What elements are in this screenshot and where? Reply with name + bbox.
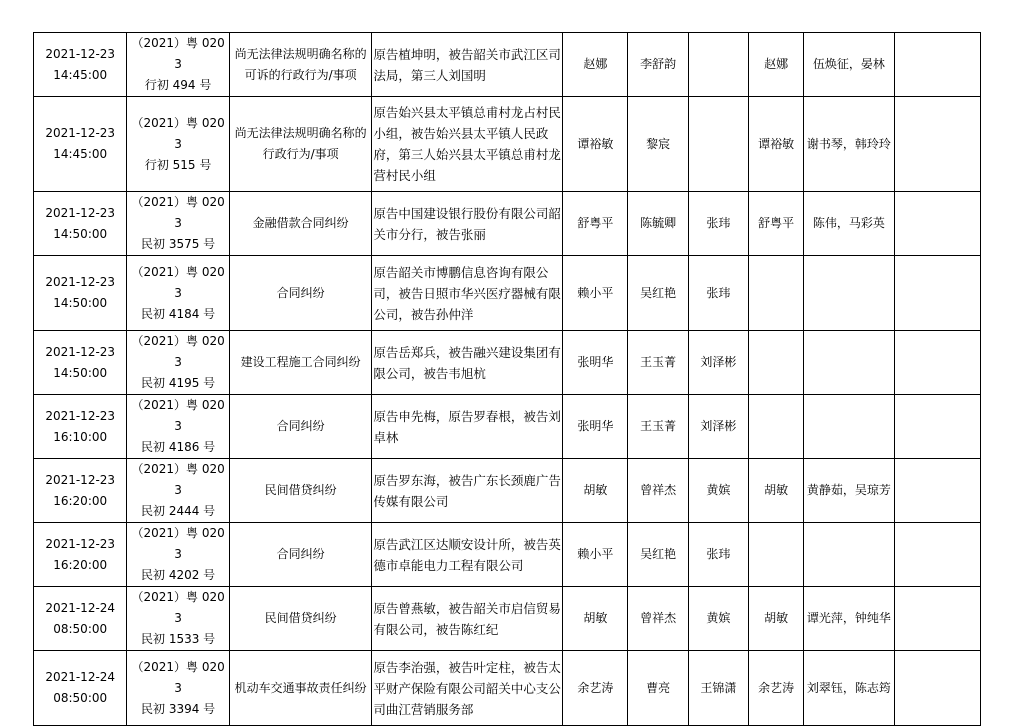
datetime-line: 14:50:00 (53, 365, 108, 380)
datetime-line: 2021-12-23 (45, 408, 116, 423)
case-number-line: 民初 4195 号 (141, 376, 216, 390)
case-number-line: 民初 4202 号 (141, 568, 216, 582)
case-number-cell (127, 395, 229, 459)
datetime-line: 2021-12-23 (45, 46, 116, 61)
presiding-judge-cell: 谭裕敏 (563, 97, 628, 192)
remarks-cell (894, 33, 980, 97)
hearing-datetime-cell (34, 651, 127, 726)
table-row (34, 97, 981, 192)
presiding-judge-cell: 赖小平 (563, 256, 628, 331)
parties-cell: 原告植坤明，被告韶关市武江区司法局，第三人刘国明 (372, 33, 563, 97)
case-number-cell (127, 331, 229, 395)
parties-cell: 原告罗东海，被告广东长颈鹿广告传媒有限公司 (372, 459, 563, 523)
assessor-cell: 刘泽彬 (688, 395, 748, 459)
case-cause-cell: 尚无法律法规明确名称的可诉的行政行为/事项 (229, 33, 372, 97)
table-row (34, 33, 981, 97)
case-cause-cell: 合同纠纷 (229, 395, 372, 459)
assessor-cell (688, 97, 748, 192)
judge-cell: 曾祥杰 (628, 587, 688, 651)
datetime-line: 16:20:00 (53, 557, 108, 572)
remarks-cell (894, 192, 980, 256)
reporter-cell: 舒粤平 (748, 192, 803, 256)
case-number-line: 民初 1533 号 (141, 632, 216, 646)
panel-members-cell: 陈伟，马彩英 (804, 192, 894, 256)
datetime-line: 2021-12-24 (45, 670, 116, 684)
assessor-cell: 张玮 (688, 523, 748, 587)
remarks-cell (894, 651, 980, 726)
remarks-cell (894, 587, 980, 651)
remarks-cell (894, 523, 980, 587)
case-number-line: 民初 4184 号 (141, 306, 216, 321)
hearing-datetime-cell (34, 256, 127, 331)
case-cause-cell: 金融借款合同纠纷 (229, 192, 372, 256)
datetime-line: 14:45:00 (53, 67, 108, 82)
datetime-line: 2021-12-23 (45, 205, 116, 220)
table-row (34, 331, 981, 395)
parties-cell: 原告申先梅，原告罗春根，被告刘卓林 (372, 395, 563, 459)
parties-cell: 原告岳郑兵，被告融兴建设集团有限公司，被告韦旭杭 (372, 331, 563, 395)
datetime-line: 14:50:00 (53, 226, 108, 241)
case-number-line: （2021）粤 0203 (131, 264, 225, 300)
panel-members-cell: 谭光萍，钟纯华 (804, 587, 894, 651)
reporter-cell (748, 331, 803, 395)
case-number-cell (127, 587, 229, 651)
case-number-cell (127, 256, 229, 331)
hearing-datetime-cell (34, 523, 127, 587)
assessor-cell: 张玮 (688, 192, 748, 256)
table-row (34, 395, 981, 459)
case-number-line: 行初 494 号 (144, 78, 212, 92)
presiding-judge-cell: 张明华 (563, 331, 628, 395)
datetime-line: 2021-12-23 (45, 344, 116, 359)
remarks-cell (894, 97, 980, 192)
hearing-datetime-cell (34, 192, 127, 256)
presiding-judge-cell: 胡敏 (563, 587, 628, 651)
case-cause-cell: 民间借贷纠纷 (229, 587, 372, 651)
judge-cell: 王玉菁 (628, 331, 688, 395)
assessor-cell: 黄嫔 (688, 587, 748, 651)
datetime-line: 2021-12-23 (45, 472, 116, 487)
parties-cell: 原告韶关市博鹏信息咨询有限公司，被告日照市华兴医疗器械有限公司，被告孙仲洋 (372, 256, 563, 331)
reporter-cell: 胡敏 (748, 587, 803, 651)
remarks-cell (894, 459, 980, 523)
reporter-cell (748, 523, 803, 587)
presiding-judge-cell: 赖小平 (563, 523, 628, 587)
case-number-line: 民初 3394 号 (141, 701, 216, 716)
case-cause-cell: 建设工程施工合同纠纷 (229, 331, 372, 395)
parties-cell: 原告中国建设银行股份有限公司韶关市分行，被告张丽 (372, 192, 563, 256)
panel-members-cell: 黄静茹，吴琼芳 (804, 459, 894, 523)
assessor-cell: 刘泽彬 (688, 331, 748, 395)
hearing-datetime-cell (34, 587, 127, 651)
case-number-line: 民初 2444 号 (141, 504, 216, 518)
datetime-line: 2021-12-23 (45, 275, 116, 289)
presiding-judge-cell: 张明华 (563, 395, 628, 459)
case-number-line: 民初 3575 号 (141, 237, 216, 251)
case-number-cell (127, 192, 229, 256)
panel-members-cell: 谢书琴，韩玲玲 (804, 97, 894, 192)
datetime-line: 14:45:00 (53, 147, 108, 161)
assessor-cell: 王锦潇 (688, 651, 748, 726)
case-number-line: （2021）粤 0203 (131, 115, 225, 151)
presiding-judge-cell: 赵娜 (563, 33, 628, 97)
hearing-datetime-cell (34, 331, 127, 395)
case-number-line: 民初 4186 号 (141, 440, 216, 454)
judge-cell: 吴红艳 (628, 523, 688, 587)
parties-cell: 原告曾燕敏，被告韶关市启信贸易有限公司，被告陈红纪 (372, 587, 563, 651)
datetime-line: 2021-12-23 (45, 126, 116, 140)
case-number-line: （2021）粤 0203 (131, 462, 225, 497)
panel-members-cell: 刘翠钰，陈志筠 (804, 651, 894, 726)
case-number-line: （2021）粤 0203 (131, 334, 225, 369)
datetime-line: 16:10:00 (53, 429, 108, 444)
case-number-cell (127, 97, 229, 192)
case-cause-cell: 机动车交通事故责任纠纷 (229, 651, 372, 726)
datetime-line: 14:50:00 (53, 296, 108, 310)
reporter-cell: 胡敏 (748, 459, 803, 523)
table-row (34, 587, 981, 651)
assessor-cell: 张玮 (688, 256, 748, 331)
reporter-cell (748, 395, 803, 459)
case-cause-cell: 合同纠纷 (229, 523, 372, 587)
datetime-line: 2021-12-23 (45, 536, 116, 551)
case-number-cell (127, 33, 229, 97)
case-number-line: （2021）粤 0203 (131, 398, 225, 433)
hearing-datetime-cell (34, 395, 127, 459)
case-number-line: （2021）粤 0203 (131, 526, 225, 561)
table-row (34, 192, 981, 256)
case-number-line: 行初 515 号 (144, 157, 212, 172)
parties-cell: 原告李治强，被告叶定柱，被告太平财产保险有限公司韶关中心支公司曲江营销服务部 (372, 651, 563, 726)
case-number-cell (127, 459, 229, 523)
datetime-line: 2021-12-24 (45, 600, 116, 615)
table-row (34, 523, 981, 587)
parties-cell: 原告武江区达顺安设计所，被告英德市卓能电力工程有限公司 (372, 523, 563, 587)
case-cause-cell: 尚无法律法规明确名称的行政行为/事项 (229, 97, 372, 192)
judge-cell: 曾祥杰 (628, 459, 688, 523)
panel-members-cell (804, 331, 894, 395)
table-row (34, 459, 981, 523)
presiding-judge-cell: 余艺涛 (563, 651, 628, 726)
assessor-cell (688, 33, 748, 97)
judge-cell: 李舒韵 (628, 33, 688, 97)
datetime-line: 08:50:00 (53, 691, 108, 705)
case-number-cell (127, 651, 229, 726)
case-cause-cell: 合同纠纷 (229, 256, 372, 331)
case-number-line: （2021）粤 0203 (131, 195, 225, 230)
datetime-line: 16:20:00 (53, 493, 108, 508)
hearing-datetime-cell (34, 459, 127, 523)
hearing-schedule-table (33, 32, 981, 726)
judge-cell: 曹亮 (628, 651, 688, 726)
table-row (34, 256, 981, 331)
judge-cell: 黎宸 (628, 97, 688, 192)
reporter-cell: 赵娜 (748, 33, 803, 97)
reporter-cell: 谭裕敏 (748, 97, 803, 192)
hearing-datetime-cell (34, 97, 127, 192)
reporter-cell: 余艺涛 (748, 651, 803, 726)
parties-cell: 原告始兴县太平镇总甫村龙占村民小组，被告始兴县太平镇人民政府，第三人始兴县太平镇总甫村龙营村民小组 (372, 97, 563, 192)
hearing-datetime-cell (34, 33, 127, 97)
panel-members-cell (804, 523, 894, 587)
remarks-cell (894, 331, 980, 395)
case-number-cell (127, 523, 229, 587)
presiding-judge-cell: 舒粤平 (563, 192, 628, 256)
judge-cell: 王玉菁 (628, 395, 688, 459)
remarks-cell (894, 395, 980, 459)
judge-cell: 吴红艳 (628, 256, 688, 331)
presiding-judge-cell: 胡敏 (563, 459, 628, 523)
case-cause-cell: 民间借贷纠纷 (229, 459, 372, 523)
table-row (34, 651, 981, 726)
datetime-line: 08:50:00 (53, 621, 108, 636)
panel-members-cell (804, 256, 894, 331)
case-number-line: （2021）粤 0203 (131, 590, 225, 625)
assessor-cell: 黄嫔 (688, 459, 748, 523)
judge-cell: 陈毓卿 (628, 192, 688, 256)
panel-members-cell: 伍焕征，晏林 (804, 33, 894, 97)
case-number-line: （2021）粤 0203 (131, 659, 225, 695)
reporter-cell (748, 256, 803, 331)
case-number-line: （2021）粤 0203 (131, 36, 225, 71)
remarks-cell (894, 256, 980, 331)
panel-members-cell (804, 395, 894, 459)
